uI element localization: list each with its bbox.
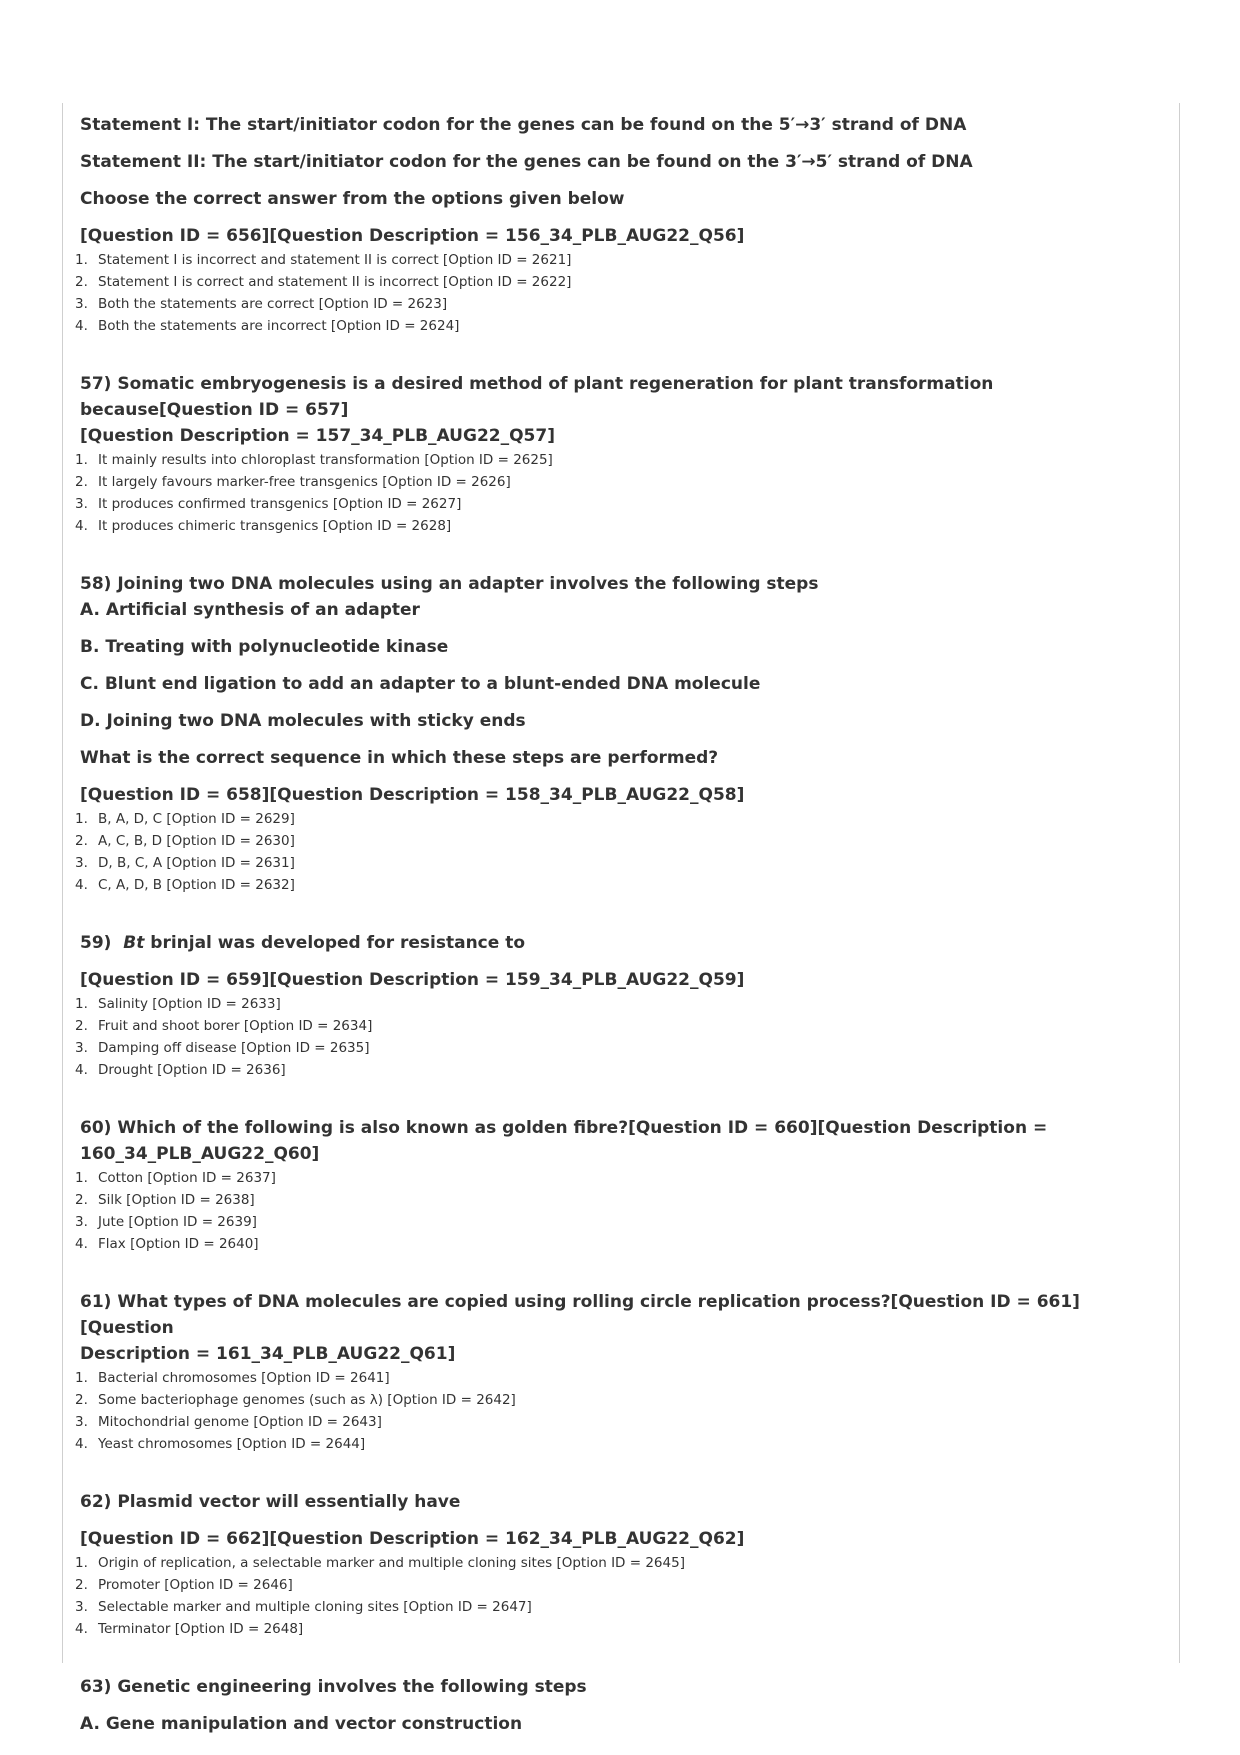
option[interactable]: 4. It produces chimeric transgenics [Option ID = 2628] [75, 518, 452, 534]
statement-2: Statement II: The start/initiator codon for the genes can be found on the 3′→5′ strand of DNA [80, 152, 973, 172]
option[interactable]: 2. It largely favours marker-free transgenics [Option ID = 2626] [75, 474, 511, 490]
option[interactable]: 2. A, C, B, D [Option ID = 2630] [75, 833, 295, 849]
step-a: A. Artificial synthesis of an adapter [80, 600, 420, 620]
question-id-659: [Question ID = 659][Question Description = 159_34_PLB_AUG22_Q59] [80, 970, 745, 990]
option[interactable]: 4. C, A, D, B [Option ID = 2632] [75, 877, 295, 893]
options-q60 [75, 1167, 1160, 1255]
question-59 [75, 930, 1160, 1081]
question-61 [75, 1289, 1160, 1455]
option[interactable]: 2. Promoter [Option ID = 2646] [75, 1577, 293, 1593]
options-q58 [75, 808, 1160, 896]
option[interactable]: 2. Some bacteriophage genomes (such as λ) [Option ID = 2642] [75, 1392, 516, 1408]
options-q57 [75, 449, 1160, 537]
question-57 [75, 371, 1160, 537]
question-text: 62) Plasmid vector will essentially have [80, 1492, 461, 1512]
option[interactable]: 1. Bacterial chromosomes [Option ID = 2641] [75, 1370, 390, 1386]
option[interactable]: 1. Statement I is incorrect and statement II is correct [Option ID = 2621] [75, 252, 572, 268]
option[interactable]: 3. Mitochondrial genome [Option ID = 2643] [75, 1414, 382, 1430]
option[interactable]: 3. It produces confirmed transgenics [Option ID = 2627] [75, 496, 462, 512]
choose-instruction: Choose the correct answer from the options given below [80, 189, 625, 209]
step-b: B. Treating with polynucleotide kinase [80, 637, 449, 657]
option[interactable]: 4. Both the statements are incorrect [Option ID = 2624] [75, 318, 460, 334]
question-paper [75, 112, 1160, 1748]
question-text: 58) Joining two DNA molecules using an adapter involves the following steps [80, 574, 819, 594]
option[interactable]: 1. Salinity [Option ID = 2633] [75, 996, 281, 1012]
question-56 [75, 112, 1160, 337]
question-id-662: [Question ID = 662][Question Description = 162_34_PLB_AUG22_Q62] [80, 1529, 745, 1549]
option[interactable]: 2. Silk [Option ID = 2638] [75, 1192, 255, 1208]
option[interactable]: 1. B, A, D, C [Option ID = 2629] [75, 811, 295, 827]
question-text: 57) Somatic embryogenesis is a desired method of plant regeneration for plant transformation because[Question ID = 657] [Question Description = 157_34_PLB_AUG22_Q57] [80, 374, 994, 446]
question-text: 59) Bt brinjal was developed for resistance to [80, 933, 526, 953]
step-d: D. Joining two DNA molecules with sticky ends [80, 711, 526, 731]
option[interactable]: 3. Selectable marker and multiple cloning sites [Option ID = 2647] [75, 1599, 532, 1615]
option[interactable]: 3. Damping off disease [Option ID = 2635] [75, 1040, 370, 1056]
options-q56 [75, 249, 1160, 337]
options-q59 [75, 993, 1160, 1081]
question-text: 60) Which of the following is also known as golden fibre?[Question ID = 660][Question Description = 160_34_PLB_AUG22_Q60] [80, 1118, 1048, 1164]
question-62 [75, 1489, 1160, 1640]
option[interactable]: 1. Cotton [Option ID = 2637] [75, 1170, 276, 1186]
statement-1: Statement I: The start/initiator codon for the genes can be found on the 5′→3′ strand of DNA [80, 115, 967, 135]
options-q61 [75, 1367, 1160, 1455]
question-id-658: [Question ID = 658][Question Description = 158_34_PLB_AUG22_Q58] [80, 785, 745, 805]
option[interactable]: 2. Fruit and shoot borer [Option ID = 2634] [75, 1018, 373, 1034]
option[interactable]: 2. Statement I is correct and statement II is incorrect [Option ID = 2622] [75, 274, 572, 290]
question-id-656: [Question ID = 656][Question Description = 156_34_PLB_AUG22_Q56] [80, 226, 745, 246]
question-58 [75, 571, 1160, 896]
option[interactable]: 4. Terminator [Option ID = 2648] [75, 1621, 304, 1637]
question-63 [80, 1674, 1160, 1737]
option[interactable]: 4. Drought [Option ID = 2636] [75, 1062, 286, 1078]
step-c: C. Blunt end ligation to add an adapter to a blunt-ended DNA molecule [80, 674, 761, 694]
question-60 [75, 1115, 1160, 1255]
option[interactable]: 3. D, B, C, A [Option ID = 2631] [75, 855, 295, 871]
option[interactable]: 4. Flax [Option ID = 2640] [75, 1236, 259, 1252]
option[interactable]: 1. Origin of replication, a selectable marker and multiple cloning sites [Option ID = 2645] [75, 1555, 685, 1571]
option[interactable]: 3. Jute [Option ID = 2639] [75, 1214, 257, 1230]
option[interactable]: 4. Yeast chromosomes [Option ID = 2644] [75, 1436, 366, 1452]
question-text: 61) What types of DNA molecules are copied using rolling circle replication process?[Question ID = 661][Question Description = 161_34_PLB_AUG22_Q61] [80, 1292, 1080, 1364]
option[interactable]: 1. It mainly results into chloroplast transformation [Option ID = 2625] [75, 452, 553, 468]
question-text: 63) Genetic engineering involves the following steps [80, 1677, 587, 1697]
option[interactable]: 3. Both the statements are correct [Option ID = 2623] [75, 296, 448, 312]
step-a: A. Gene manipulation and vector construction [80, 1714, 523, 1734]
options-q62 [75, 1552, 1160, 1640]
question-ask: What is the correct sequence in which these steps are performed? [80, 748, 719, 768]
